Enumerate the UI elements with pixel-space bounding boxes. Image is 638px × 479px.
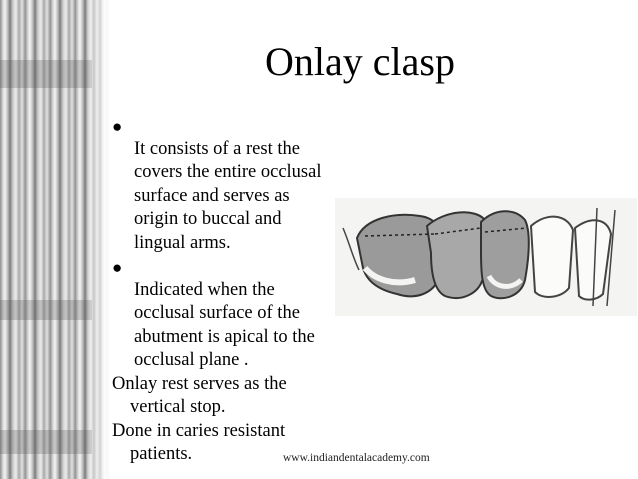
onlay-clasp-teeth-illustration: [335, 198, 637, 316]
slide-title: Onlay clasp: [265, 39, 455, 84]
bullet-item: [112, 255, 362, 373]
paragraph: Done in caries resistant patients.: [112, 420, 286, 464]
bullet-icon: ●: [112, 117, 123, 136]
bullet-item: [112, 114, 362, 255]
footer-url: www.indiandentalacademy.com: [283, 452, 430, 464]
bullet-icon: ●: [112, 258, 123, 277]
paragraph: Onlay rest serves as the vertical stop.: [112, 373, 287, 417]
decorative-border: [0, 0, 110, 479]
bullet-text: It consists of a rest the covers the entire occlusal surface and serves as origin to buccal and lingual arms.: [134, 138, 322, 253]
slide-body: [112, 114, 362, 467]
bullet-text: Indicated when the occlusal surface of the abutment is apical to the occlusal plane .: [134, 279, 315, 370]
